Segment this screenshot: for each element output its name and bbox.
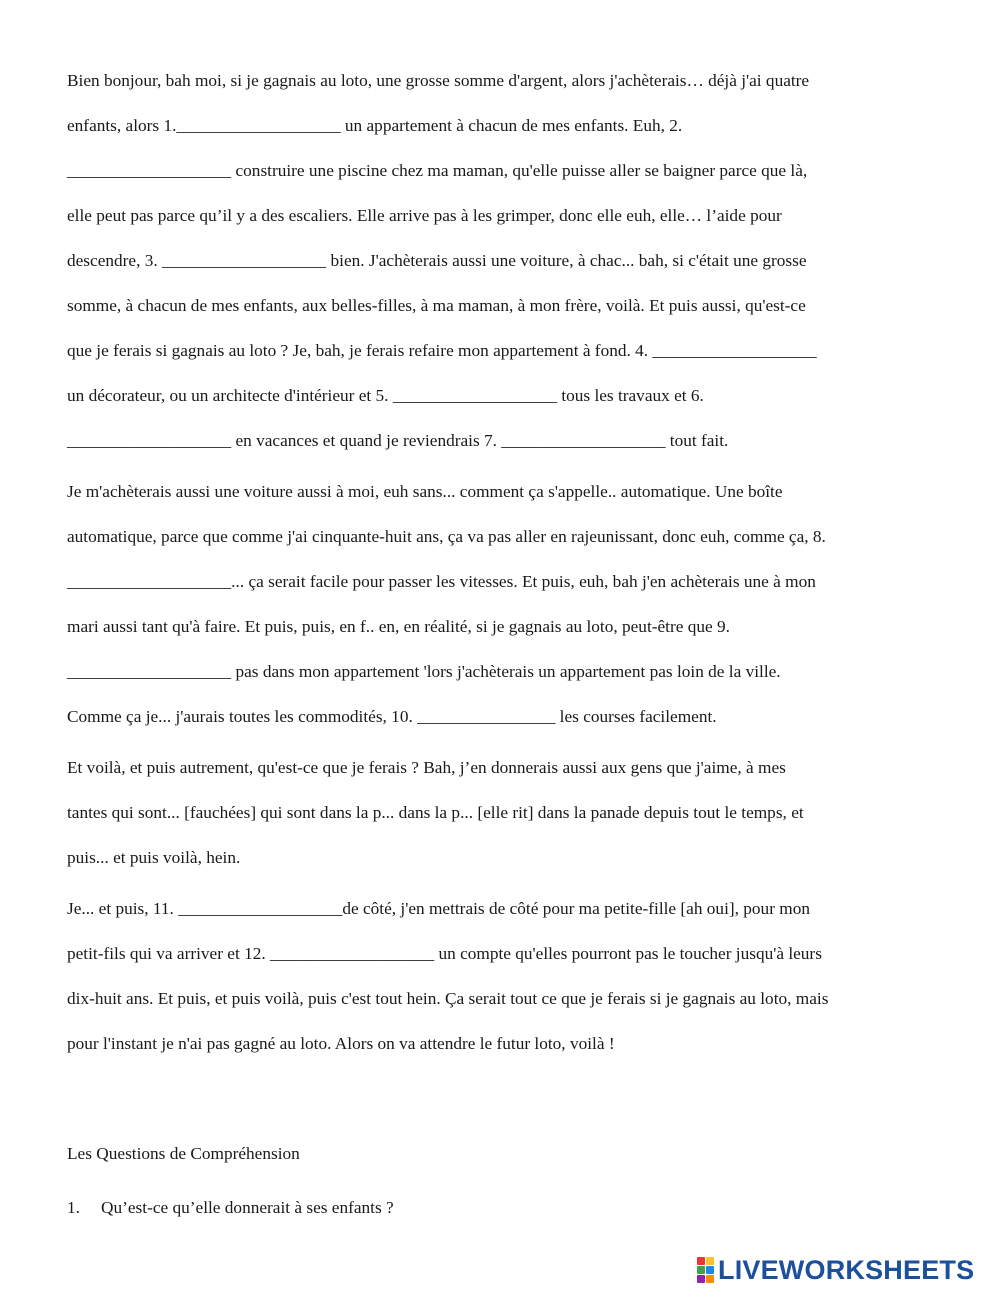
text-line: enfants, alors 1.___________________ un appartement à chacun de mes enfants. Euh, 2. (67, 116, 683, 135)
paragraph-3 (67, 745, 947, 880)
questions-title: Les Questions de Compréhension (67, 1144, 300, 1163)
text-line: somme, à chacun de mes enfants, aux belles-filles, à ma maman, à mon frère, voilà. Et puis aussi, qu'est-ce (67, 296, 806, 315)
text-line: que je ferais si gagnais au loto ? Je, bah, je ferais refaire mon appartement à fond. 4. ___________________ (67, 341, 817, 360)
transcript (67, 58, 947, 1072)
text-line: Bien bonjour, bah moi, si je gagnais au loto, une grosse somme d'argent, alors j'achèterais… déjà j'ai quatre (67, 71, 810, 90)
text-line: ___________________... ça serait facile pour passer les vitesses. Et puis, euh, bah j'en achèterais une à mon (67, 572, 816, 591)
text-line: automatique, parce que comme j'ai cinquante-huit ans, ça va pas aller en rajeunissant, donc euh, comme ça, 8. (67, 527, 826, 546)
paragraph-2 (67, 469, 947, 739)
text-line: ___________________ pas dans mon appartement 'lors j'achèterais un appartement pas loin de la ville. (67, 662, 781, 681)
text-line: Et voilà, et puis autrement, qu'est-ce que je ferais ? Bah, j’en donnerais aussi aux gens que j'aime, à mes (67, 758, 786, 777)
logo-square (706, 1257, 714, 1265)
logo-square (697, 1275, 705, 1283)
text-line: tantes qui sont... [fauchées] qui sont dans la p... dans la p... [elle rit] dans la panade depuis tout le temps, et (67, 803, 804, 822)
text-line: petit-fils qui va arriver et 12. ___________________ un compte qu'elles pourront pas le toucher jusqu'à leurs (67, 944, 822, 963)
text-line: Je m'achèterais aussi une voiture aussi à moi, euh sans... comment ça s'appelle.. automatique. Une boîte (67, 482, 783, 501)
text-line: mari aussi tant qu'à faire. Et puis, puis, en f.. en, en réalité, si je gagnais au loto, peut-être que 9. (67, 617, 730, 636)
logo-mark-icon (697, 1257, 714, 1283)
logo-text: LIVEWORKSHEETS (718, 1254, 975, 1285)
question-text: Qu’est-ce qu’elle donnerait à ses enfants ? (101, 1198, 394, 1217)
text-line: ___________________ construire une piscine chez ma maman, qu'elle puisse aller se baigner parce que là, (67, 161, 808, 180)
text-line: dix-huit ans. Et puis, et puis voilà, puis c'est tout hein. Ça serait tout ce que je ferais si je gagnais au loto, mais (67, 989, 829, 1008)
logo-square (706, 1266, 714, 1274)
text-line: descendre, 3. ___________________ bien. J'achèterais aussi une voiture, à chac... bah, si c'était une grosse (67, 251, 807, 270)
liveworksheets-logo (697, 1253, 974, 1287)
logo-square (697, 1266, 705, 1274)
text-line: ___________________ en vacances et quand je reviendrais 7. ___________________ tout fait. (67, 431, 729, 450)
question-item (67, 1194, 394, 1222)
logo-square (706, 1275, 714, 1283)
paragraph-1 (67, 58, 947, 463)
text-line: un décorateur, ou un architecte d'intérieur et 5. ___________________ tous les travaux et 6. (67, 386, 704, 405)
text-line: Comme ça je... j'aurais toutes les commodités, 10. ________________ les courses facilement. (67, 707, 717, 726)
text-line: elle peut pas parce qu’il y a des escaliers. Elle arrive pas à les grimper, donc elle euh, elle… l’aide pour (67, 206, 782, 225)
paragraph-4 (67, 886, 947, 1066)
text-line: pour l'instant je n'ai pas gagné au loto. Alors on va attendre le futur loto, voilà ! (67, 1034, 615, 1053)
logo-square (697, 1257, 705, 1265)
text-line: puis... et puis voilà, hein. (67, 848, 241, 867)
text-line: Je... et puis, 11. ___________________de côté, j'en mettrais de côté pour ma petite-fille [ah oui], pour mon (67, 899, 810, 918)
question-number: 1. (67, 1198, 80, 1217)
